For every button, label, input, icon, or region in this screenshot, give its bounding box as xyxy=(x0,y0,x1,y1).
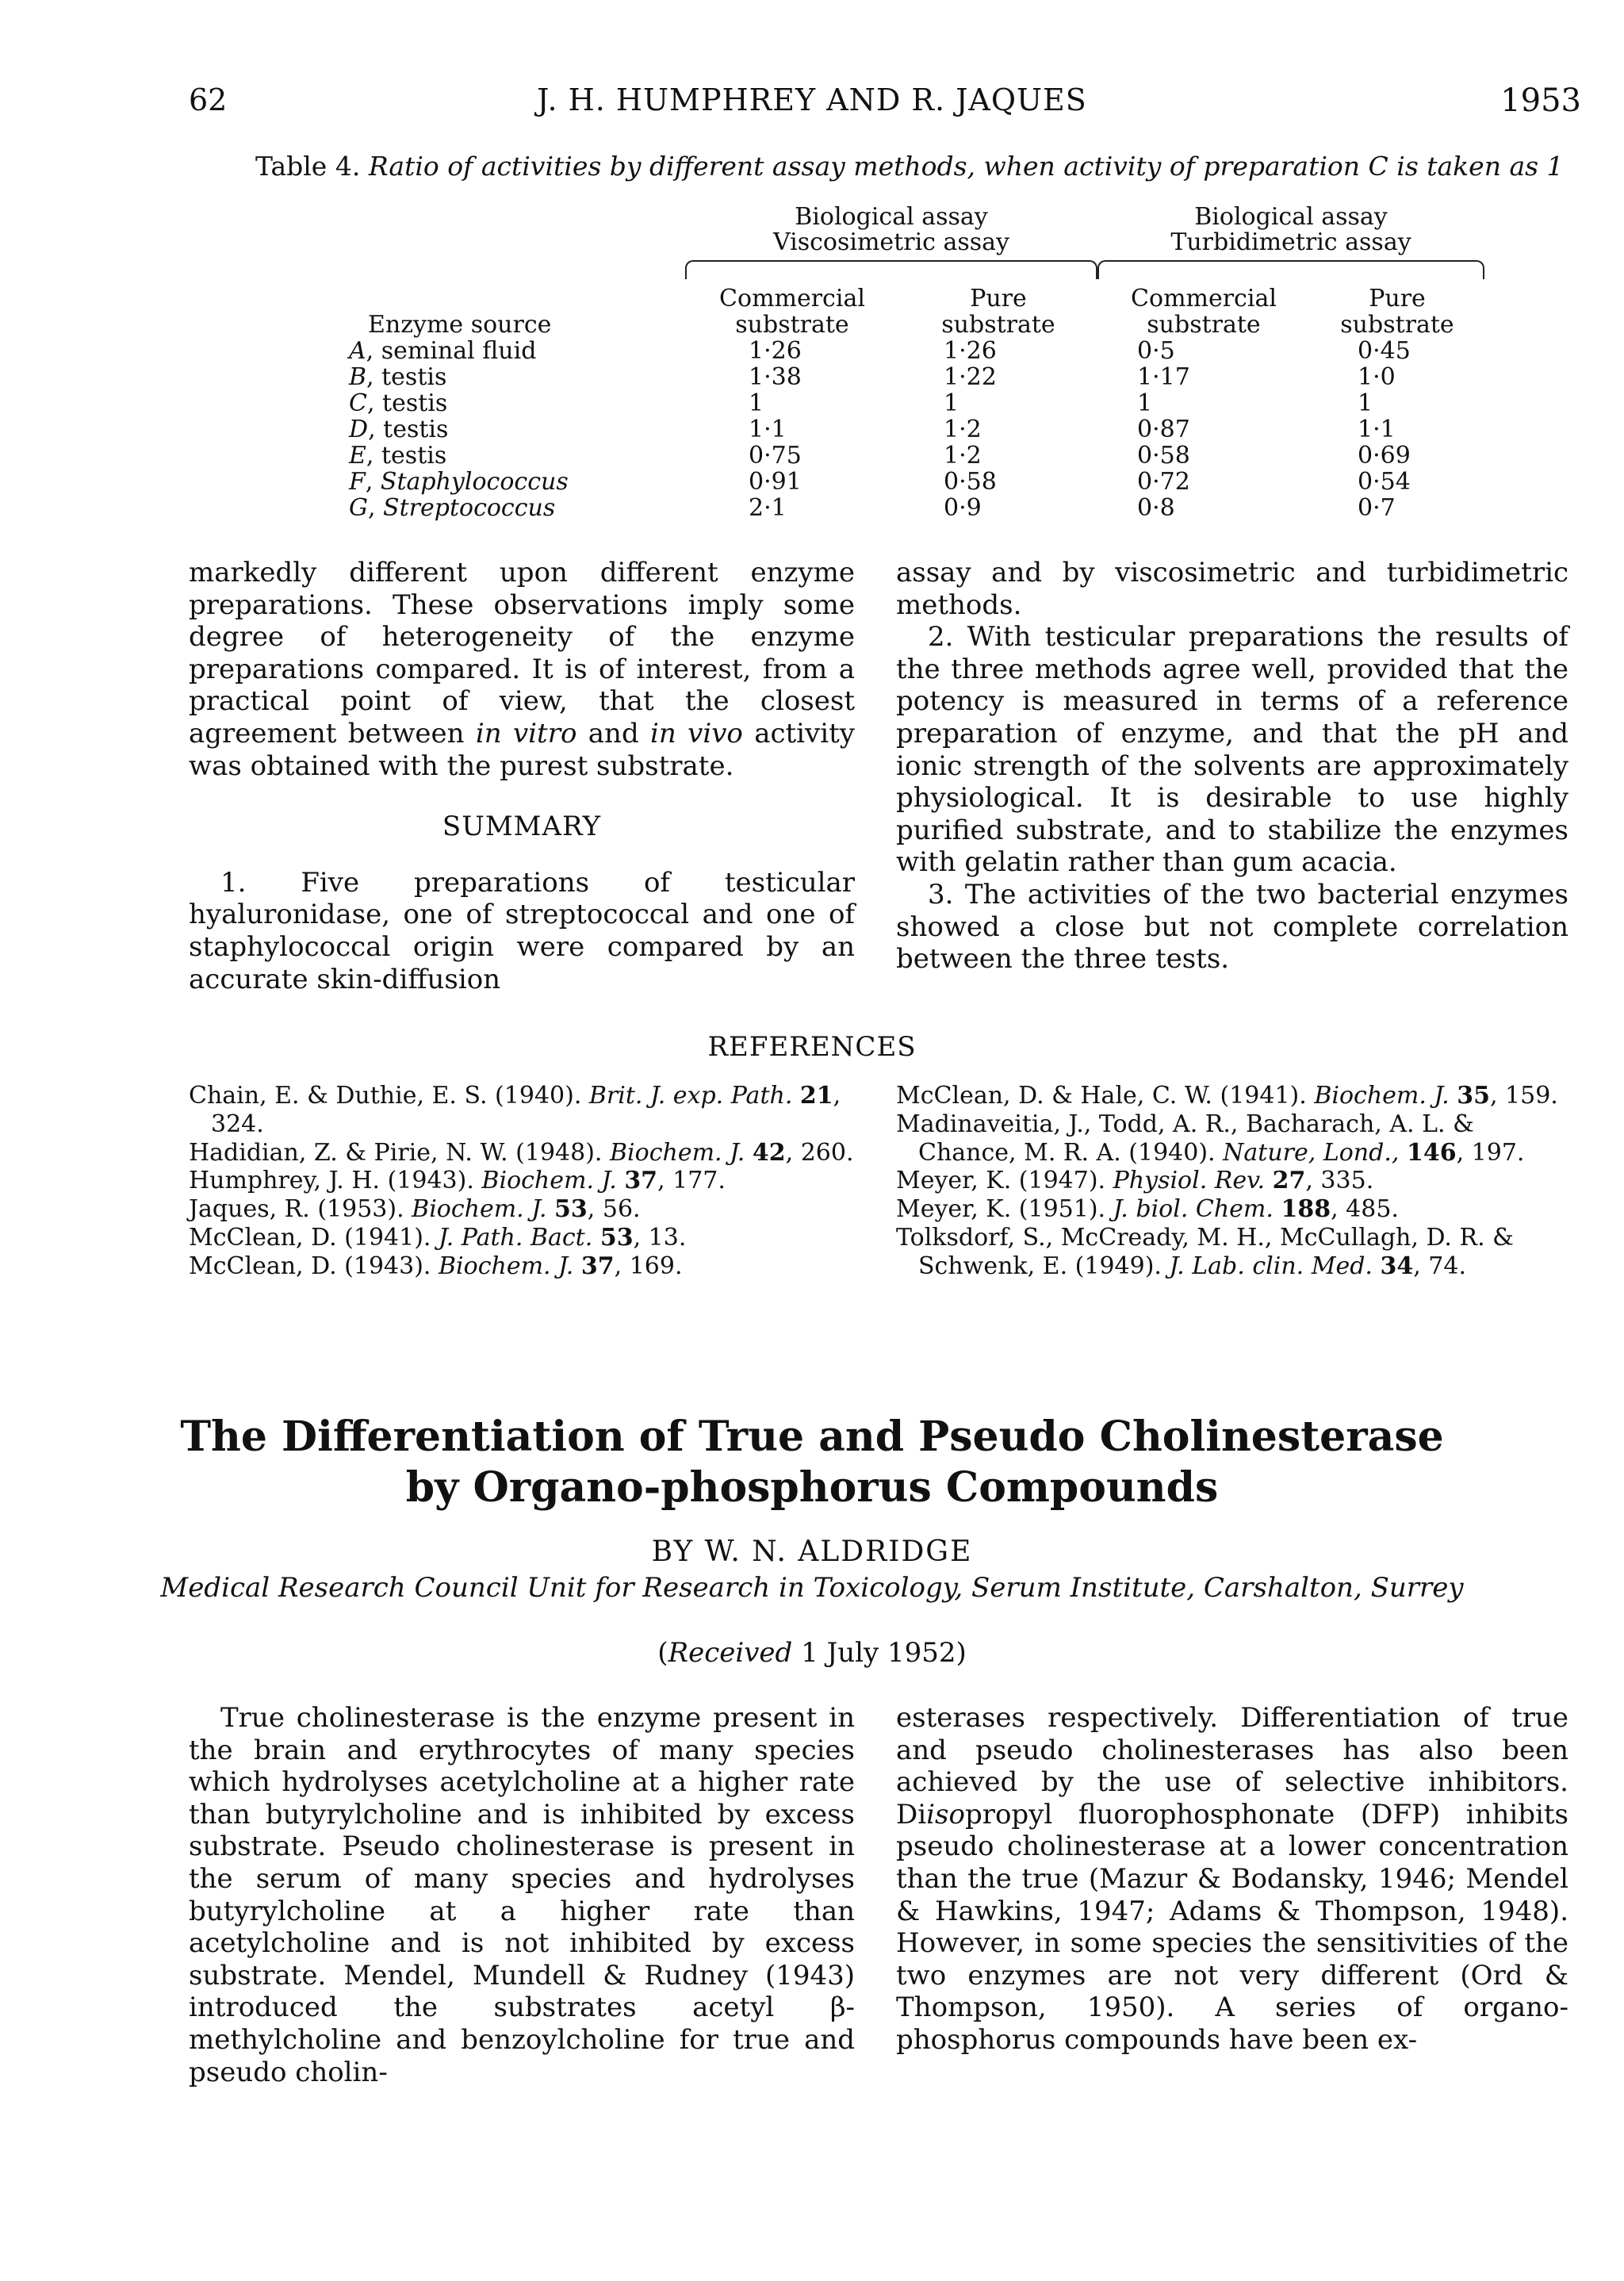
ratio-cell: 1·26 xyxy=(944,337,997,365)
group-header-viscosimetric: Biological assay Viscosimetric assay xyxy=(685,205,1097,286)
reference-entry: Tolksdorf, S., McCready, M. H., McCullagh, D. R. & Schwenk, E. (1949). J. Lab. clin. Med. 34, 74. xyxy=(896,1223,1514,1280)
table-row xyxy=(349,495,1484,521)
article-right-column xyxy=(896,1702,1568,2057)
ratio-cell: 1 xyxy=(1358,389,1373,417)
article-left-column xyxy=(189,1702,855,2088)
reference-entry: Meyer, K. (1951). J. biol. Chem. 188, 485. xyxy=(896,1195,1399,1224)
references-heading: REFERENCES xyxy=(707,1031,917,1063)
ratio-cell: 0·91 xyxy=(749,468,802,496)
ratio-cell: 1·0 xyxy=(1358,363,1396,391)
table-row xyxy=(349,338,1484,364)
intro-paragraph-continued: esterases respectively. Differentiation of true and pseudo cholinesterases has also been achieved by the use of selective inhibitors. Diisopropyl fluorophosphonate (DFP) inhibits pseudo cholinesterase at a lower concentration than the true (Mazur & Bodansky, 1946; Mendel & Hawkins, 1947; Adams & Thompson, 1948). However, in some species the sensitivities of the two enzymes are not very different (Ord & Thompson, 1950). A series of organo-phosphorus compounds have been ex- xyxy=(896,1702,1568,2056)
group-brace xyxy=(685,260,1097,279)
reference-entry: McClean, D. (1941). J. Path. Bact. 53, 13. xyxy=(189,1223,687,1252)
col-header-commercial: Commercial xyxy=(1131,285,1277,312)
ratio-cell: 0·8 xyxy=(1137,494,1175,522)
ratio-cell: 1 xyxy=(1137,389,1153,417)
enzyme-source-cell: F, Staphylococcus xyxy=(349,468,569,496)
left-column-text xyxy=(189,557,855,995)
right-column-text xyxy=(896,557,1568,976)
enzyme-source-cell: D, testis xyxy=(349,416,449,443)
table-row xyxy=(349,469,1484,495)
col-header-substrate: substrate xyxy=(1340,311,1454,339)
ratio-cell: 0·7 xyxy=(1358,494,1396,522)
col-header-substrate: substrate xyxy=(1147,311,1261,339)
col-header-pure: Pure xyxy=(1369,285,1426,312)
received-date: (Received 1 July 1952) xyxy=(657,1637,967,1669)
table-row xyxy=(349,443,1484,469)
reference-entry: McClean, D. (1943). Biochem. J. 37, 169. xyxy=(189,1252,683,1280)
ratio-table xyxy=(349,205,1484,521)
ratio-cell: 1·2 xyxy=(944,442,982,470)
ratio-cell: 0·5 xyxy=(1137,337,1175,365)
reference-entry: Madinaveitia, J., Todd, A. R., Bacharach, A. L. & Chance, M. R. A. (1940). Nature, Lond., 146, 197. xyxy=(896,1110,1525,1167)
col-header-pure: Pure xyxy=(970,285,1027,312)
reference-entry: Jaques, R. (1953). Biochem. J. 53, 56. xyxy=(189,1195,641,1224)
enzyme-source-cell: C, testis xyxy=(349,389,448,417)
reference-entry: Meyer, K. (1947). Physiol. Rev. 27, 335. xyxy=(896,1167,1374,1195)
reference-entry: McClean, D. & Hale, C. W. (1941). Biochem. J. 35, 159. xyxy=(896,1082,1558,1110)
summary-heading: SUMMARY xyxy=(442,811,602,843)
references-right xyxy=(896,1082,1568,1281)
reference-entry: Humphrey, J. H. (1943). Biochem. J. 37, 177. xyxy=(189,1167,726,1195)
table-caption-text: Ratio of activities by different assay methods, when activity of preparation C is taken as 1 xyxy=(368,151,1564,182)
col-header-substrate: substrate xyxy=(941,311,1055,339)
page-number: 62 xyxy=(189,82,228,117)
col-header-enzyme-source: Enzyme source xyxy=(368,311,552,339)
ratio-cell: 1·1 xyxy=(1358,416,1396,443)
byline: BY W. N. ALDRIDGE xyxy=(651,1535,973,1568)
summary-item-1-continued: assay and by viscosimetric and turbidimetric methods. xyxy=(896,557,1568,621)
ratio-cell: 1·26 xyxy=(749,337,802,365)
affiliation: Medical Research Council Unit for Research in Toxicology, Serum Institute, Carshalton, Surrey xyxy=(160,1572,1464,1604)
ratio-cell: 0·69 xyxy=(1358,442,1411,470)
ratio-cell: 1 xyxy=(944,389,959,417)
enzyme-source-cell: E, testis xyxy=(349,442,447,470)
ratio-cell: 0·87 xyxy=(1137,416,1190,443)
enzyme-source-cell: A, seminal fluid xyxy=(349,337,537,365)
table-row xyxy=(349,364,1484,390)
ratio-cell: 0·58 xyxy=(944,468,997,496)
table-caption xyxy=(255,151,1603,182)
table-row xyxy=(349,416,1484,443)
reference-entry: Hadidian, Z. & Pirie, N. W. (1948). Biochem. J. 42, 260. xyxy=(189,1138,854,1167)
table-label: Table 4. xyxy=(255,151,361,182)
summary-item-1: 1. Five preparations of testicular hyaluronidase, one of streptococcal and one of staphylococcal origin were compared by an accurate skin-diffusion xyxy=(189,866,855,995)
col-header-commercial: Commercial xyxy=(719,285,865,312)
references-left xyxy=(189,1082,855,1281)
ratio-cell: 0·45 xyxy=(1358,337,1411,365)
intro-paragraph: True cholinesterase is the enzyme present in the brain and erythrocytes of many species which hydrolyses acetylcholine at a higher rate than butyrylcholine and is inhibited by excess substrate. Pseudo cholinesterase is present in the serum of many species and hydrolyses butyrylcholine at a higher rate than acetylcholine and is not inhibited by excess substrate. Mendel, Mundell & Rudney (1943) introduced the substrates acetyl β-methylcholine and benzoylcholine for true and pseudo cholin- xyxy=(189,1702,855,2088)
ratio-cell: 1·38 xyxy=(749,363,802,391)
ratio-cell: 2·1 xyxy=(749,494,787,522)
ratio-cell: 0·58 xyxy=(1137,442,1190,470)
closing-paragraph: markedly different upon different enzyme preparations. These observations imply some degree of heterogeneity of the enzyme preparations compared. It is of interest, from a practical point of view, that the closest agreement between in vitro and in vivo activity was obtained with the purest substrate. xyxy=(189,557,856,782)
ratio-cell: 0·75 xyxy=(749,442,802,470)
article-title: The Differentiation of True and Pseudo Cholinesterase by Organo-phosphorus Compounds xyxy=(180,1413,1444,1512)
summary-item-3: 3. The activities of the two bacterial enzymes showed a close but not complete correlation between the three tests. xyxy=(896,878,1568,976)
enzyme-source-cell: B, testis xyxy=(349,363,447,391)
table-row xyxy=(349,390,1484,416)
ratio-cell: 0·54 xyxy=(1358,468,1411,496)
reference-entry: Chain, E. & Duthie, E. S. (1940). Brit. J. exp. Path. 21, 324. xyxy=(189,1082,841,1138)
enzyme-source-cell: G, Streptococcus xyxy=(349,494,556,522)
ratio-cell: 0·9 xyxy=(944,494,982,522)
summary-item-2: 2. With testicular preparations the results of the three methods agree well, provided that the potency is measured in terms of a reference preparation of enzyme, and that the pH and ionic strength of the solvents are approximately physiological. It is desirable to use highly purified substrate, and to stabilize the enzymes with gelatin rather than gum acacia. xyxy=(896,621,1568,879)
ratio-cell: 1·1 xyxy=(749,416,787,443)
col-header-substrate: substrate xyxy=(735,311,849,339)
ratio-cell: 1·17 xyxy=(1137,363,1190,391)
ratio-cell: 1·22 xyxy=(944,363,997,391)
ratio-cell: 1 xyxy=(749,389,764,417)
ratio-cell: 0·72 xyxy=(1137,468,1190,496)
group-brace xyxy=(1097,260,1484,279)
journal-year: 1953 xyxy=(1500,82,1581,119)
ratio-cell: 1·2 xyxy=(944,416,982,443)
group-header-turbidimetric: Biological assay Turbidimetric assay xyxy=(1097,205,1484,286)
running-head: J. H. HUMPHREY AND R. JAQUES xyxy=(537,82,1087,117)
